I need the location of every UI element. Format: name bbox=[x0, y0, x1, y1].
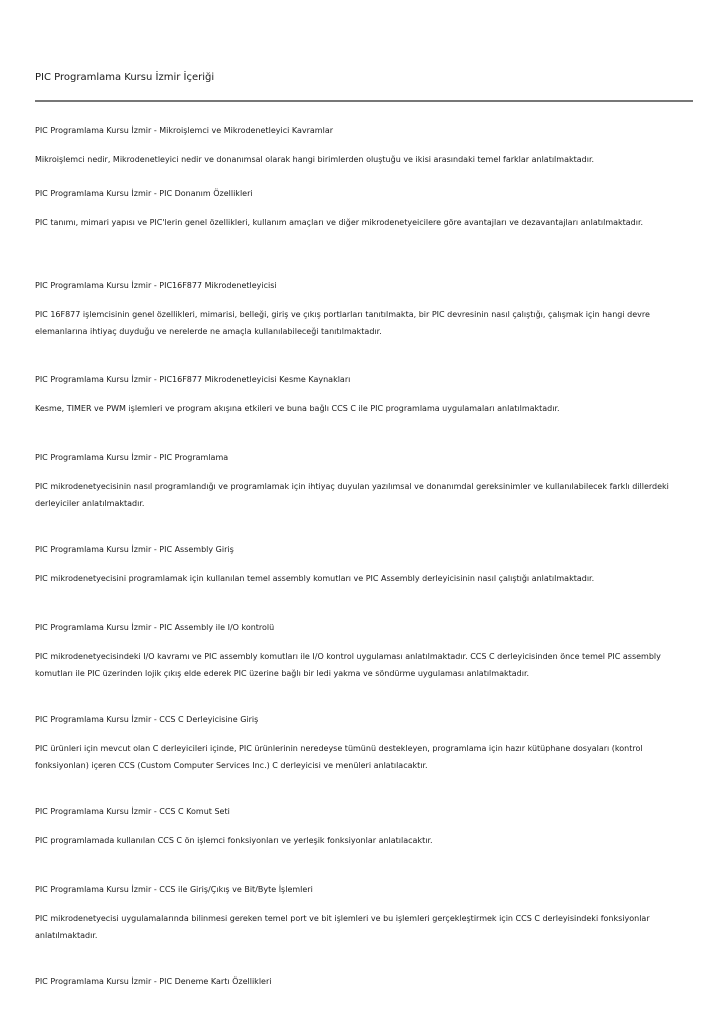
entry-heading: PIC Programlama Kursu İzmir - PIC16F877 Mikrodenetleyicisi Kesme Kaynakları bbox=[35, 375, 351, 384]
entry-description: PIC mikrodenetyecisindeki I/O kavramı ve PIC assembly komutları ile I/O kontrol uygulaması anlatılmaktadır. CCS C derleyicisinden önce temel PIC assembly komutları ile PIC üzerinden lojik çıkış elde ederek PIC üzerine bağlı bir ledi yakma ve söndürme uygulaması anlatılmaktadır. bbox=[35, 652, 661, 678]
entry-description: PIC mikrodenetyecisinin nasıl programlandığı ve programlamak için ihtiyaç duyulan yazılımsal ve donanımdal gereksinimler ve kullanılabilecek farklı dillerdeki derleyiciler anlatılmaktadır. bbox=[35, 482, 669, 508]
content-entry bbox=[35, 976, 693, 988]
content-entry bbox=[35, 714, 693, 774]
document-title: PIC Programlama Kursu İzmir İçeriği bbox=[35, 72, 215, 83]
entry-heading: PIC Programlama Kursu İzmir - Mikroişlemci ve Mikrodenetleyici Kavramlar bbox=[35, 126, 334, 135]
title-divider bbox=[35, 100, 693, 102]
entry-heading: PIC Programlama Kursu İzmir - PIC Deneme Kartı Özellikleri bbox=[35, 977, 272, 986]
entry-heading: PIC Programlama Kursu İzmir - PIC Programlama bbox=[35, 453, 229, 462]
entry-heading: PIC Programlama Kursu İzmir - PIC Donanım Özellikleri bbox=[35, 189, 253, 198]
entry-heading: PIC Programlama Kursu İzmir - PIC Assembly Giriş bbox=[35, 545, 234, 554]
content-entry bbox=[35, 622, 693, 682]
entry-heading: PIC Programlama Kursu İzmir - PIC Assembly ile I/O kontrolü bbox=[35, 623, 275, 632]
entry-heading: PIC Programlama Kursu İzmir - PIC16F877 Mikrodenetleyicisi bbox=[35, 281, 277, 290]
content-entry bbox=[35, 188, 693, 231]
content-entry bbox=[35, 280, 693, 340]
entry-description: Mikroişlemci nedir, Mikrodenetleyici nedir ve donanımsal olarak hangi birimlerden oluştuğu ve ikisi arasındaki temel farklar anlatılmaktadır. bbox=[35, 155, 595, 164]
entry-heading: PIC Programlama Kursu İzmir - CCS C Komut Seti bbox=[35, 807, 230, 816]
entry-description: PIC mikrodenetyecisini programlamak için kullanılan temel assembly komutları ve PIC Assembly derleyicisinin nasıl çalıştığı anlatılmaktadır. bbox=[35, 574, 595, 583]
entry-description: Kesme, TIMER ve PWM işlemleri ve program akışına etkileri ve buna bağlı CCS C ile PIC programlama uygulamaları anlatılmaktadır. bbox=[35, 404, 560, 413]
entry-description: PIC tanımı, mimari yapısı ve PIC'lerin genel özellikleri, kullanım amaçları ve diğer mikrodenetyeicilere göre avantajları ve dezavantajları anlatılmaktadır. bbox=[35, 218, 644, 227]
content-entry bbox=[35, 806, 693, 849]
content-entry bbox=[35, 452, 693, 512]
entry-description: PIC mikrodenetyecisi uygulamalarında bilinmesi gereken temel port ve bit işlemleri ve bu işlemleri gerçekleştirmek için CCS C derleyisindeki fonksiyonlar anlatılmaktadır. bbox=[35, 914, 650, 940]
entry-heading: PIC Programlama Kursu İzmir - CCS C Derleyicisine Giriş bbox=[35, 715, 259, 724]
content-entry bbox=[35, 125, 693, 168]
entry-description: PIC ürünleri için mevcut olan C derleyicileri içinde, PIC ürünlerinin neredeyse tümünü destekleyen, programlama için hazır kütüphane dosyaları (kontrol fonksiyonlan) içeren CCS (Custom Computer Services Inc.) C derleyicisi ve menüleri anlatılacaktır. bbox=[35, 744, 643, 770]
content-entry bbox=[35, 884, 693, 944]
entry-heading: PIC Programlama Kursu İzmir - CCS ile Giriş/Çıkış ve Bit/Byte İşlemleri bbox=[35, 885, 313, 894]
content-entry bbox=[35, 544, 693, 587]
entry-description: PIC 16F877 işlemcisinin genel özellikleri, mimarisi, belleği, giriş ve çıkış portlarları tanıtılmakta, bir PIC devresinin nasıl çalıştığı, çalışmak için hangi devre elemanlarına ihtiyaç duyduğu ve nerelerde ne amaçla kullanılabileceği tanıtılmaktadır. bbox=[35, 310, 650, 336]
content-entry bbox=[35, 374, 693, 417]
entry-description: PIC programlamada kullanılan CCS C ön işlemci fonksiyonları ve yerleşik fonksiyonlar anlatılacaktır. bbox=[35, 836, 433, 845]
